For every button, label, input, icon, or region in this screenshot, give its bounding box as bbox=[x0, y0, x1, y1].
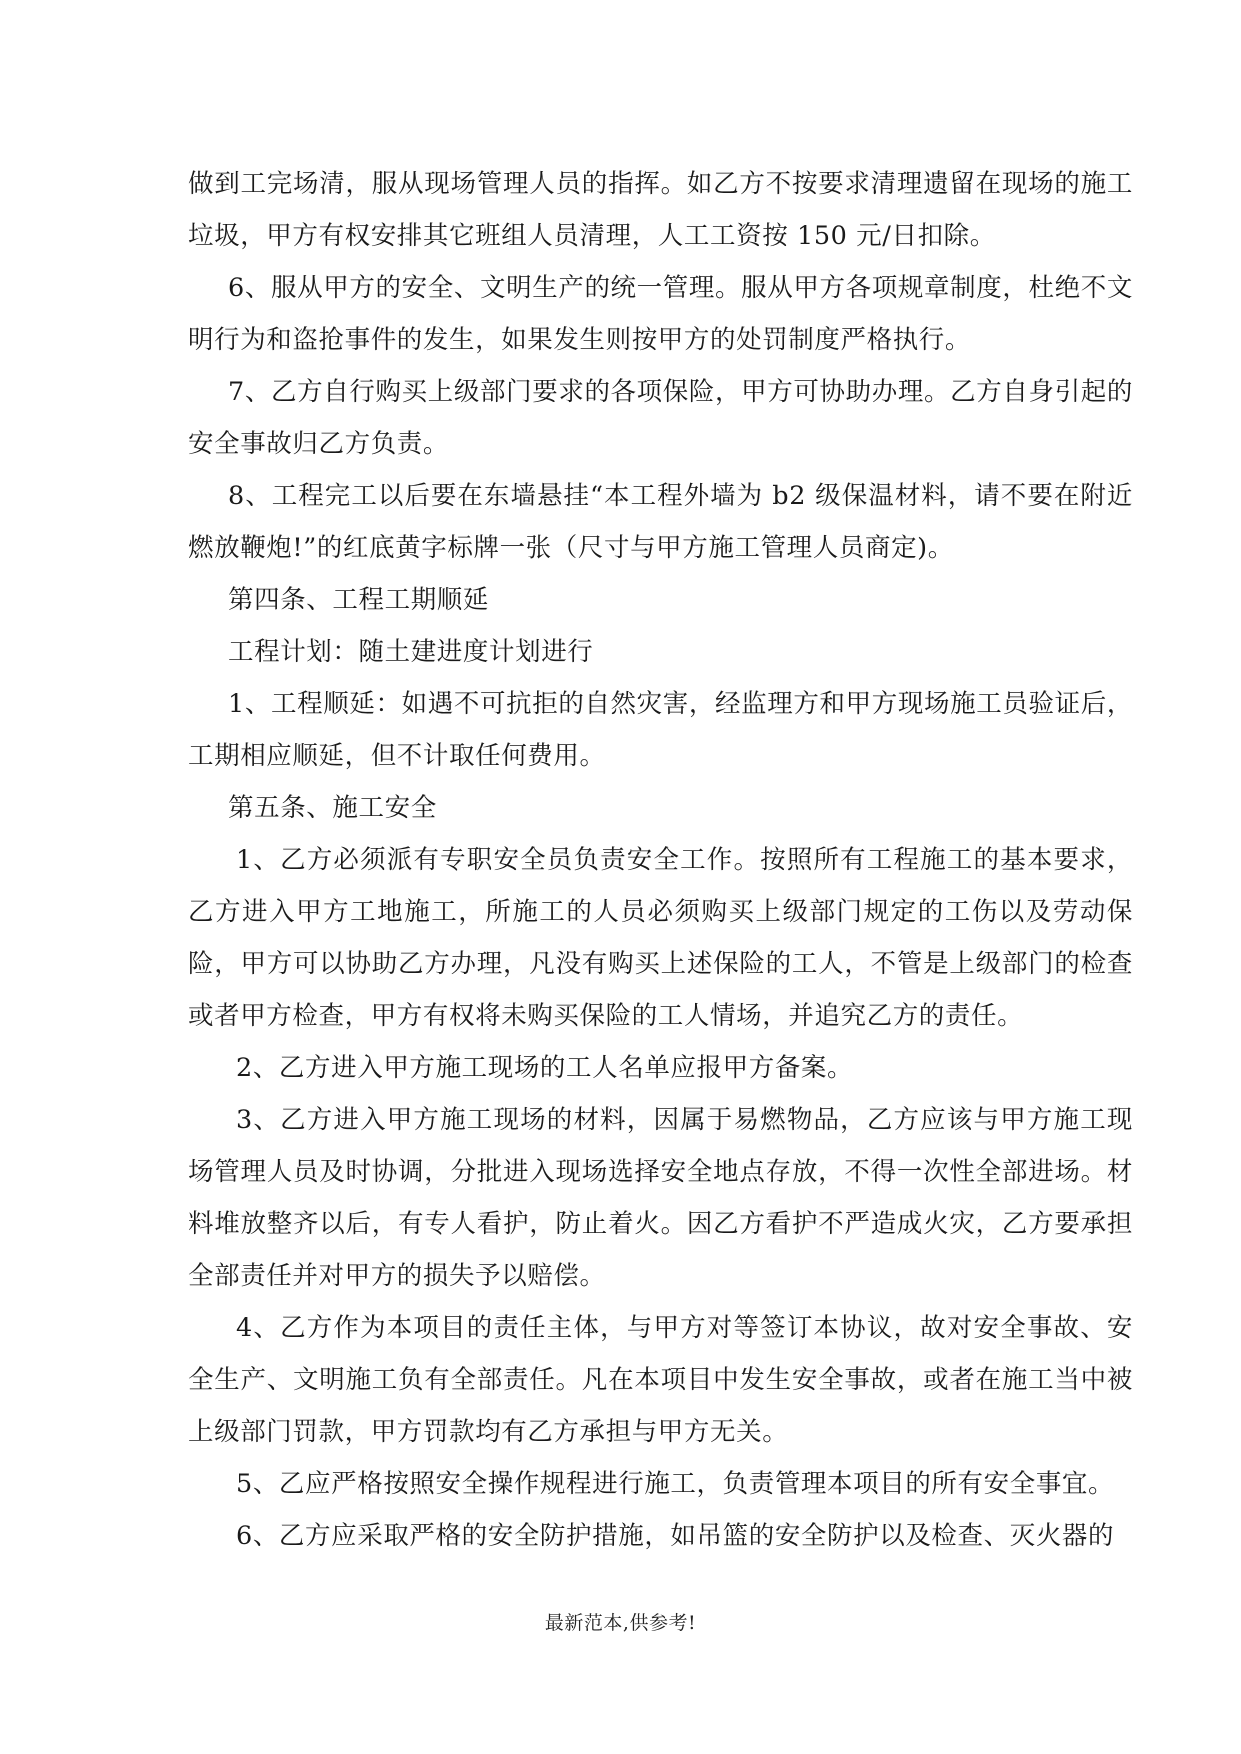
paragraph: 4、乙方作为本项目的责任主体，与甲方对等签订本协议，故对安全事故、安全生产、文明施工负有全部责任。凡在本项目中发生安全事故，或者在施工当中被上级部门罚款，甲方罚款均有乙方承担与甲方无关。 bbox=[188, 1313, 1133, 1447]
paragraph: 1、乙方必须派有专职安全员负责安全工作。按照所有工程施工的基本要求，乙方进入甲方工地施工，所施工的人员必须购买上级部门规定的工伤以及劳动保险，甲方可以协助乙方办理，凡没有购买上述保险的工人，不管是上级部门的检查或者甲方检查，甲方有权将未购买保险的工人情场，并追究乙方的责任。 bbox=[188, 845, 1133, 1031]
paragraph: 做到工完场清，服从现场管理人员的指挥。如乙方不按要求清理遗留在现场的施工垃圾，甲方有权安排其它班组人员清理，人工工资按 150 元/日扣除。 bbox=[188, 169, 1133, 251]
paragraph: 7、乙方自行购买上级部门要求的各项保险，甲方可协助办理。乙方自身引起的安全事故归乙方负责。 bbox=[188, 377, 1133, 459]
paragraph: 2、乙方进入甲方施工现场的工人名单应报甲方备案。 bbox=[236, 1053, 854, 1083]
section-heading: 第四条、工程工期顺延 bbox=[228, 585, 490, 615]
paragraph: 1、工程顺延：如遇不可抗拒的自然灾害，经监理方和甲方现场施工员验证后，工期相应顺延，但不计取任何费用。 bbox=[188, 689, 1133, 771]
paragraph: 3、乙方进入甲方施工现场的材料，因属于易燃物品，乙方应该与甲方施工现场管理人员及时协调，分批进入现场选择安全地点存放，不得一次性全部进场。材料堆放整齐以后，有专人看护，防止着火。因乙方看护不严造成火灾，乙方要承担全部责任并对甲方的损失予以赔偿。 bbox=[188, 1105, 1133, 1291]
paragraph: 6、乙方应采取严格的安全防护措施，如吊篮的安全防护以及检查、灭火器的 bbox=[236, 1521, 1115, 1551]
paragraph: 6、服从甲方的安全、文明生产的统一管理。服从甲方各项规章制度，杜绝不文明行为和盗抢事件的发生，如果发生则按甲方的处罚制度严格执行。 bbox=[188, 273, 1133, 355]
paragraph: 工程计划：随土建进度计划进行 bbox=[228, 637, 594, 667]
page-footer: 最新范本,供参考! bbox=[544, 1612, 697, 1634]
paragraph: 8、工程完工以后要在东墙悬挂“本工程外墙为 b2 级保温材料，请不要在附近燃放鞭炮!”的红底黄字标牌一张（尺寸与甲方施工管理人员商定)。 bbox=[188, 481, 1133, 563]
document-body bbox=[188, 158, 1133, 1562]
section-heading: 第五条、施工安全 bbox=[228, 793, 437, 823]
paragraph: 5、乙应严格按照安全操作规程进行施工，负责管理本项目的所有安全事宜。 bbox=[236, 1469, 1115, 1499]
